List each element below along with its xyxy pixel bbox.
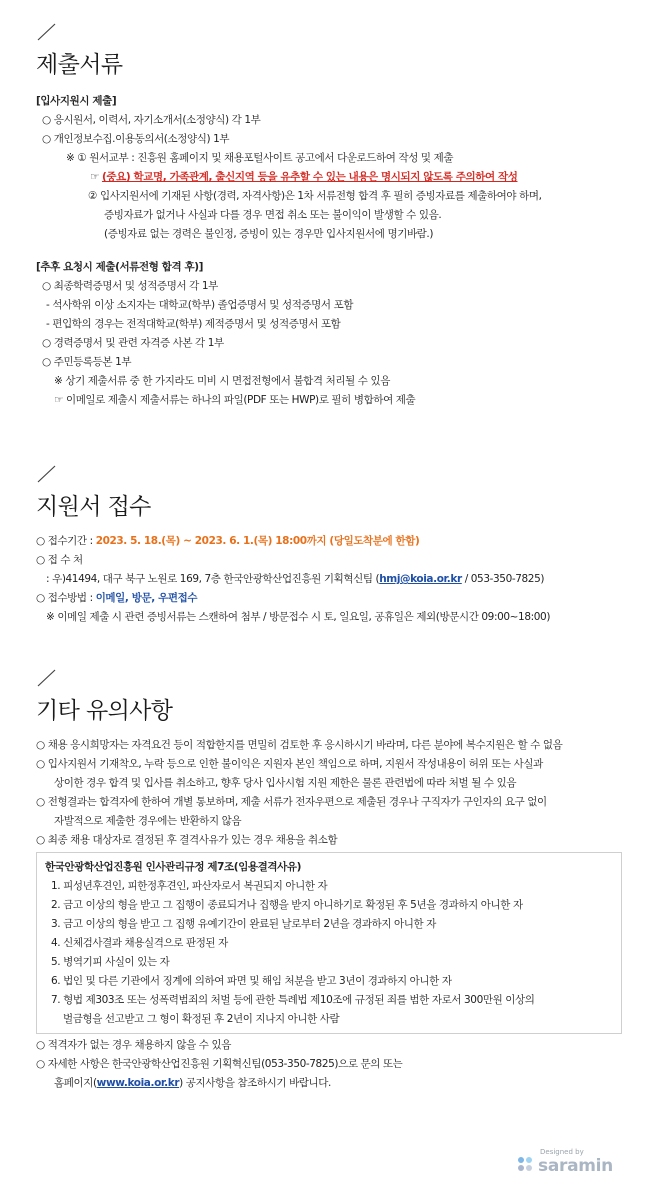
- section-other-notes: [36, 668, 636, 1093]
- method-label: ○ 접수방법 :: [36, 592, 96, 604]
- note-warning: [36, 168, 636, 187]
- list-item: - 편입학의 경우는 전적대학교(학부) 제적증명서 및 성적증명서 포함: [46, 318, 341, 330]
- designed-by-saramin: [518, 1148, 613, 1176]
- list-item: ○ 적격자가 없는 경우 채용하지 않을 수 있음: [36, 1039, 231, 1051]
- list-item: 벌금형을 선고받고 그 형이 확정된 후 2년이 지나지 아니한 사람: [63, 1013, 340, 1025]
- list-item: 2. 금고 이상의 형을 받고 그 집행이 종료되거나 집행을 받지 아니하기로 확정된 후 5년을 경과하지 아니한 자: [51, 899, 523, 911]
- homepage-link[interactable]: www.koia.or.kr: [96, 1077, 180, 1089]
- list-item: ○ 입사지원서 기재착오, 누락 등으로 인한 불이익은 지원자 본인 책임으로 하며, 지원서 작성내용이 허위 또는 사실과: [36, 758, 543, 770]
- section-title: 제출서류: [36, 52, 123, 78]
- list-item: - 석사학위 이상 소지자는 대학교(학부) 졸업증명서 및 성적증명서 포함: [46, 299, 354, 311]
- list-item: ○ 경력증명서 및 관련 자격증 사본 각 1부: [42, 337, 224, 349]
- list-item: ○ 개인정보수집.이용동의서(소정양식) 1부: [42, 133, 230, 145]
- list-item: 6. 법인 및 다른 기관에서 징계에 의하여 파면 및 해임 처분을 받고 3년이 경과하지 아니한 자: [51, 975, 452, 987]
- apply-heading: [입사지원시 제출]: [36, 95, 117, 107]
- list-item: 3. 금고 이상의 형을 받고 그 집행 유예기간이 완료된 날로부터 2년을 경과하지 아니한 자: [51, 918, 436, 930]
- reception-place: [36, 570, 636, 589]
- slash-decoration-icon: [36, 668, 62, 690]
- period-value: 2023. 5. 18.(목) ~ 2023. 6. 1.(목) 18:00까지 (당일도착분에 한함): [95, 535, 420, 547]
- list-item: ○ 최종학력증명서 및 성적증명서 각 1부: [42, 280, 218, 292]
- reception-period: [36, 532, 636, 551]
- section-reception: [36, 464, 636, 627]
- box-title: 한국안광학산업진흥원 인사관리규정 제7조(임용결격사유): [45, 861, 302, 873]
- box-items-list: [45, 877, 613, 1029]
- etc-items-list: [36, 736, 636, 850]
- list-item: 5. 병역기피 사실이 있는 자: [51, 956, 170, 968]
- place-phone: / 053-350-7825): [461, 573, 545, 585]
- reception-place-label: ○ 접 수 처: [36, 554, 83, 566]
- section-title: 기타 유의사항: [36, 698, 173, 724]
- homepage-suffix: ) 공지사항을 참조하시기 바랍니다.: [179, 1077, 331, 1089]
- apply-items-list: [36, 111, 636, 149]
- list-item: ※ 상기 제출서류 중 한 가지라도 미비 시 면접전형에서 불합격 처리될 수 있음: [54, 375, 390, 387]
- disqualification-box: [36, 852, 622, 1034]
- saramin-logo-icon: [518, 1157, 536, 1175]
- method-value: 이메일, 방문, 우편접수: [95, 592, 198, 604]
- period-label: ○ 접수기간 :: [36, 535, 96, 547]
- reception-note: ※ 이메일 제출 시 관련 증빙서류는 스캔하여 첨부 / 방문접수 시 토, 일요일, 공휴일은 제외(방문시간 09:00~18:00): [46, 611, 551, 623]
- section-title: 지원서 접수: [36, 494, 151, 520]
- homepage-line: [36, 1074, 636, 1093]
- list-item: ☞ 이메일로 제출시 제출서류는 하나의 파일(PDF 또는 HWP)로 필히 병합하여 제출: [54, 394, 416, 406]
- later-heading: [추후 요청시 제출(서류전형 합격 후)]: [36, 261, 204, 273]
- list-item: ○ 자세한 사항은 한국안광학산업진흥원 기획혁신팀(053-350-7825)으로 문의 또는: [36, 1058, 403, 1070]
- saramin-brand: saramin: [538, 1156, 613, 1176]
- homepage-prefix: 홈페이지(: [54, 1077, 97, 1089]
- list-item: 증빙자료가 없거나 사실과 다를 경우 면접 취소 또는 불이익이 발생할 수 있음.: [104, 209, 442, 221]
- list-item: ○ 주민등록등본 1부: [42, 356, 132, 368]
- list-item: ○ 응시원서, 이력서, 자기소개서(소정양식) 각 1부: [42, 114, 261, 126]
- later-items-list: [36, 277, 636, 410]
- reception-method: [36, 589, 636, 608]
- note-evidence-list: [36, 187, 636, 244]
- list-item: ○ 채용 응시희망자는 자격요건 등이 적합한지를 면밀히 검토한 후 응시하시기 바라며, 다른 분야에 복수지원은 할 수 없음: [36, 739, 563, 751]
- list-item: ② 입사지원서에 기재된 사항(경력, 자격사항)은 1차 서류전형 합격 후 필히 증빙자료를 제출하여야 하며,: [88, 190, 542, 202]
- list-item: 자발적으로 제출한 경우에는 반환하지 않음: [54, 815, 242, 827]
- place-email-link[interactable]: hmj@koia.or.kr: [379, 573, 462, 585]
- after-items-list: [36, 1036, 636, 1074]
- note-download: ※ ① 원서교부 : 진흥원 홈페이지 및 채용포털사이트 공고에서 다운로드하여 작성 및 제출: [66, 152, 454, 164]
- list-item: ○ 최종 채용 대상자로 결정된 후 결격사유가 있는 경우 채용을 취소함: [36, 834, 338, 846]
- list-item: 상이한 경우 합격 및 입사를 취소하고, 향후 당사 입사시험 지원 제한은 물론 관련법에 따라 처벌 될 수 있음: [54, 777, 517, 789]
- list-item: 7. 형법 제303조 또는 성폭력범죄의 처벌 등에 관한 특례법 제10조에 규정된 죄를 범한 자로서 300만원 이상의: [51, 994, 535, 1006]
- warning-text: (중요) 학교명, 가족관계, 출신지역 등을 유추할 수 있는 내용은 명시되지 않도록 주의하여 작성: [101, 171, 518, 183]
- list-item: 4. 신체검사결과 채용실격으로 판정된 자: [51, 937, 228, 949]
- section-submission-docs: [36, 22, 636, 410]
- pointing-hand-icon: ☞: [90, 171, 102, 183]
- slash-decoration-icon: [36, 464, 62, 486]
- place-address: : 우)41494, 대구 북구 노원로 169, 7층 한국안광학산업진흥원 기획혁신팀 (: [46, 573, 380, 585]
- slash-decoration-icon: [36, 22, 62, 44]
- designed-by-label: Designed by: [540, 1148, 584, 1156]
- list-item: (증빙자료 없는 경력은 불인정, 증빙이 있는 경우만 입사지원서에 명기바람.): [104, 228, 434, 240]
- list-item: ○ 전형결과는 합격자에 한하여 개별 통보하며, 제출 서류가 전자우편으로 제출된 경우나 구직자가 구인자의 요구 없이: [36, 796, 547, 808]
- list-item: 1. 피성년후견인, 피한정후견인, 파산자로서 복권되지 아니한 자: [51, 880, 328, 892]
